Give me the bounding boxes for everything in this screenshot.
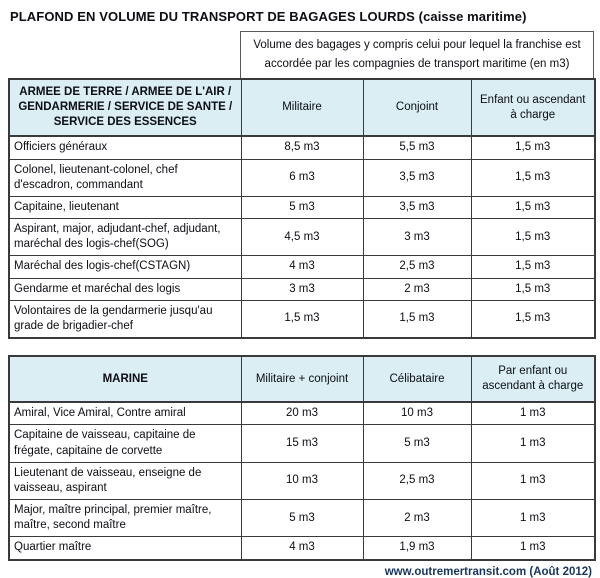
volume-value-cell: 10 m3 [363,402,471,425]
volume-value-cell: 4,5 m3 [241,219,363,256]
table-row [9,278,595,300]
category-column-header: ARMEE DE TERRE / ARMEE DE L'AIR / GENDARMERIE / SERVICE DE SANTE / SERVICE DES ESSENCES [9,79,241,137]
volume-value-cell: 4 m3 [241,537,363,560]
marine-ranks-table [8,355,596,560]
volume-value-cell: 3,5 m3 [363,159,471,196]
army-table-header [9,79,595,137]
rank-cell: Officiers généraux [9,136,241,159]
volume-value-cell: 1,5 m3 [471,136,595,159]
rank-cell: Capitaine de vaisseau, capitaine de frégate, capitaine de corvette [9,425,241,462]
table-row [9,402,595,425]
volume-column-header: Par enfant ou ascendant à charge [471,356,595,402]
volume-value-cell: 1 m3 [471,402,595,425]
marine-table-body [9,402,595,559]
volume-value-cell: 3 m3 [241,278,363,300]
table-row [9,425,595,462]
source-footer: www.outremertransit.com (Août 2012) [384,565,592,578]
volume-value-cell: 20 m3 [241,402,363,425]
table-row [9,219,595,256]
volume-value-cell: 1,5 m3 [363,300,471,338]
volume-value-cell: 4 m3 [241,256,363,278]
volume-value-cell: 5 m3 [241,196,363,218]
volume-column-header: Célibataire [363,356,471,402]
volume-value-cell: 2 m3 [363,278,471,300]
table-row [9,500,595,537]
rank-cell: Lieutenant de vaisseau, enseigne de vaisseau, aspirant [9,462,241,499]
rank-cell: Quartier maître [9,537,241,560]
rank-cell: Gendarme et maréchal des logis [9,278,241,300]
rank-cell: Aspirant, major, adjudant-chef, adjudant, maréchal des logis-chef(SOG) [9,219,241,256]
table-row [9,159,595,196]
volume-value-cell: 1,5 m3 [471,196,595,218]
volume-value-cell: 1,9 m3 [363,537,471,560]
army-ranks-table [8,78,596,339]
army-table-body [9,136,595,338]
table-row [9,300,595,338]
volume-value-cell: 1 m3 [471,462,595,499]
volume-value-cell: 1,5 m3 [471,278,595,300]
volume-note-box: Volume des bagages y compris celui pour lequel la franchise est accordée par les compagnies de transport maritime (en m3) [240,31,594,78]
rank-cell: Amiral, Vice Amiral, Contre amiral [9,402,241,425]
volume-value-cell: 1,5 m3 [471,300,595,338]
volume-value-cell: 3 m3 [363,219,471,256]
table-row [9,462,595,499]
volume-value-cell: 5 m3 [241,500,363,537]
volume-value-cell: 1,5 m3 [471,256,595,278]
volume-value-cell: 15 m3 [241,425,363,462]
volume-value-cell: 2,5 m3 [363,462,471,499]
volume-value-cell: 10 m3 [241,462,363,499]
volume-column-header: Enfant ou ascendant à charge [471,79,595,137]
table-row [9,196,595,218]
header-row [9,79,595,137]
table-row [9,537,595,560]
rank-cell: Maréchal des logis-chef(CSTAGN) [9,256,241,278]
rank-cell: Capitaine, lieutenant [9,196,241,218]
rank-cell: Major, maître principal, premier maître, maître, second maître [9,500,241,537]
marine-table-header [9,356,595,402]
volume-column-header: Conjoint [363,79,471,137]
rank-cell: Colonel, lieutenant-colonel, chef d'escadron, commandant [9,159,241,196]
table-row [9,256,595,278]
volume-value-cell: 5,5 m3 [363,136,471,159]
volume-value-cell: 5 m3 [363,425,471,462]
page-title: PLAFOND EN VOLUME DU TRANSPORT DE BAGAGES LOURDS (caisse maritime) [10,9,527,24]
header-row [9,356,595,402]
volume-value-cell: 8,5 m3 [241,136,363,159]
volume-value-cell: 1 m3 [471,500,595,537]
table-row [9,136,595,159]
rank-cell: Volontaires de la gendarmerie jusqu'au grade de brigadier-chef [9,300,241,338]
volume-value-cell: 2 m3 [363,500,471,537]
volume-column-header: Militaire [241,79,363,137]
volume-column-header: Militaire + conjoint [241,356,363,402]
volume-value-cell: 1,5 m3 [241,300,363,338]
volume-value-cell: 1 m3 [471,537,595,560]
volume-value-cell: 6 m3 [241,159,363,196]
volume-value-cell: 1,5 m3 [471,219,595,256]
volume-value-cell: 1 m3 [471,425,595,462]
volume-value-cell: 1,5 m3 [471,159,595,196]
category-column-header: MARINE [9,356,241,402]
volume-value-cell: 2,5 m3 [363,256,471,278]
volume-value-cell: 3,5 m3 [363,196,471,218]
